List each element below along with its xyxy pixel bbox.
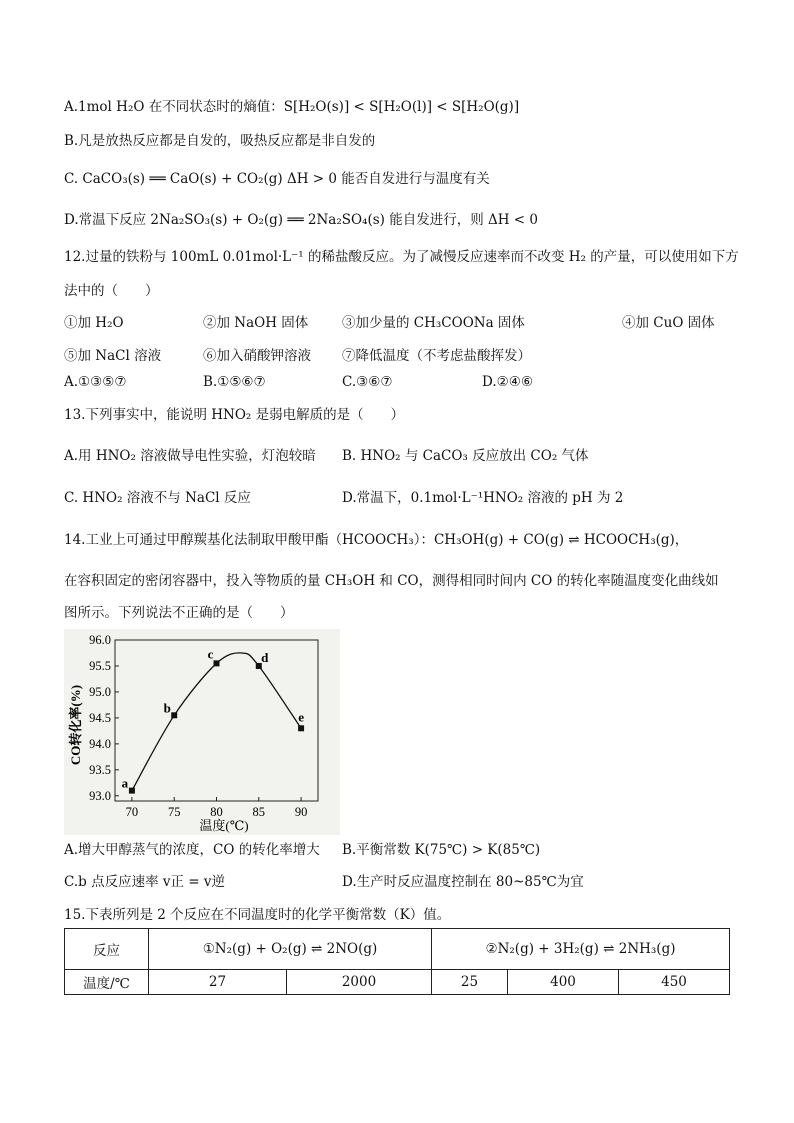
y-tick-label: 95.5 <box>89 658 111 673</box>
q14-stem-line3: 图所示。下列说法不正确的是（ ） <box>64 605 294 621</box>
q12-item-3: ③加少量的 CH₃COONa 固体 <box>342 315 525 331</box>
conversion-curve <box>132 653 301 791</box>
q12-stem-line1: 12.过量的铁粉与 100mL 0.01mol·L⁻¹ 的稀盐酸反应。为了减慢反应速率而不改变 H₂ 的产量，可以使用如下方 <box>64 249 739 265</box>
header-reaction-1: ①N₂(g) + O₂(g) ⇌ 2NO(g) <box>149 929 432 970</box>
point-c-marker <box>214 660 220 666</box>
q14-stem-line2: 在容积固定的密闭容器中，投入等物质的量 CH₃OH 和 CO，测得相同时间内 CO 的转化率随温度变化曲线如 <box>64 573 719 589</box>
data-point-markers <box>122 646 305 793</box>
x-tick-label: 70 <box>125 805 139 819</box>
co-conversion-chart <box>64 629 340 835</box>
q12-item-4: ④加 CuO 固体 <box>622 315 715 331</box>
temp-cell: 27 <box>149 970 287 995</box>
q12-item-6: ⑥加入硝酸钾溶液 <box>203 348 311 364</box>
q13-option-a: A.用 HNO₂ 溶液做导电性实验，灯泡较暗 <box>64 448 316 464</box>
x-axis-ticks <box>126 797 308 819</box>
q14-option-b: B.平衡常数 K(75℃) > K(85℃) <box>342 842 541 858</box>
point-a-marker <box>129 788 135 794</box>
temp-cell: 400 <box>508 970 619 995</box>
q14-option-d: D.生产时反应温度控制在 80~85℃为宜 <box>342 874 584 890</box>
y-tick-label: 94.5 <box>89 710 111 725</box>
q13-stem: 13.下列事实中，能说明 HNO₂ 是弱电解质的是（ ） <box>64 407 405 423</box>
x-tick-label: 90 <box>294 805 308 819</box>
q13-option-b: B. HNO₂ 与 CaCO₃ 反应放出 CO₂ 气体 <box>342 448 589 464</box>
point-d-label: d <box>261 649 269 665</box>
temp-cell: 25 <box>432 970 508 995</box>
q11-option-b: B.凡是放热反应都是自发的，吸热反应都是非自发的 <box>64 133 376 149</box>
point-a-label: a <box>121 775 129 791</box>
q12-item-7: ⑦降低温度（不考虑盐酸挥发） <box>342 348 531 364</box>
y-tick-label: 93.0 <box>89 788 111 803</box>
q12-item-1: ①加 H₂O <box>64 315 124 331</box>
q12-stem-line2: 法中的（ ） <box>64 283 159 299</box>
x-axis-label: 温度(℃) <box>199 818 249 833</box>
y-axis-label: CO转化率(%) <box>68 684 83 766</box>
temp-cell: 2000 <box>287 970 432 995</box>
q12-item-5: ⑤加 NaCl 溶液 <box>64 348 162 364</box>
q14-option-a: A.增大甲醇蒸气的浓度，CO 的转化率增大 <box>64 842 320 858</box>
q12-choice-c: C.③⑥⑦ <box>342 374 393 390</box>
equilibrium-constant-table <box>64 928 730 995</box>
y-tick-label: 95.0 <box>89 684 111 699</box>
point-e-marker <box>298 725 304 731</box>
q11-option-c: C. CaCO₃(s) ══ CaO(s) + CO₂(g) ΔH > 0 能否自发进行与温度有关 <box>64 171 490 187</box>
q14-stem-line1: 14.工业上可通过甲醇羰基化法制取甲酸甲酯（HCOOCH₃）：CH₃OH(g) + CO(g) ⇌ HCOOCH₃(g)， <box>64 532 689 548</box>
q13-option-c: C. HNO₂ 溶液不与 NaCl 反应 <box>64 490 251 506</box>
q11-option-d: D.常温下反应 2Na₂SO₃(s) + O₂(g) ══ 2Na₂SO₄(s) 能自发进行，则 ΔH < 0 <box>64 212 539 228</box>
y-tick-label: 94.0 <box>89 736 111 751</box>
q12-choice-a: A.①③⑤⑦ <box>64 374 127 390</box>
table-row <box>65 970 730 995</box>
q11-option-a: A.1mol H₂O 在不同状态时的熵值：S[H₂O(s)] < S[H₂O(l)] < S[H₂O(g)] <box>64 99 520 115</box>
table-header-row <box>65 929 730 970</box>
y-tick-label: 93.5 <box>89 762 111 777</box>
point-b-label: b <box>163 700 171 716</box>
header-reaction-label: 反应 <box>65 929 149 970</box>
q12-choice-b: B.①⑤⑥⑦ <box>203 374 266 390</box>
temp-cell: 450 <box>619 970 730 995</box>
q12-choice-d: D.②④⑥ <box>482 374 533 390</box>
y-tick-label: 96.0 <box>89 633 111 647</box>
x-tick-label: 85 <box>252 805 266 819</box>
q12-item-2: ②加 NaOH 固体 <box>203 315 309 331</box>
x-tick-label: 80 <box>210 805 223 819</box>
point-b-marker <box>171 712 177 718</box>
x-tick-label: 75 <box>167 805 181 819</box>
q13-option-d: D.常温下，0.1mol·L⁻¹HNO₂ 溶液的 pH 为 2 <box>342 490 624 506</box>
q14-option-c: C.b 点反应速率 v正 = v逆 <box>64 874 226 890</box>
point-c-label: c <box>207 646 214 662</box>
q15-stem: 15.下表所列是 2 个反应在不同温度时的化学平衡常数（K）值。 <box>64 907 451 923</box>
point-e-label: e <box>298 709 304 725</box>
header-reaction-2: ②N₂(g) + 3H₂(g) ⇌ 2NH₃(g) <box>432 929 730 970</box>
row-temperature-label: 温度/℃ <box>65 970 149 995</box>
